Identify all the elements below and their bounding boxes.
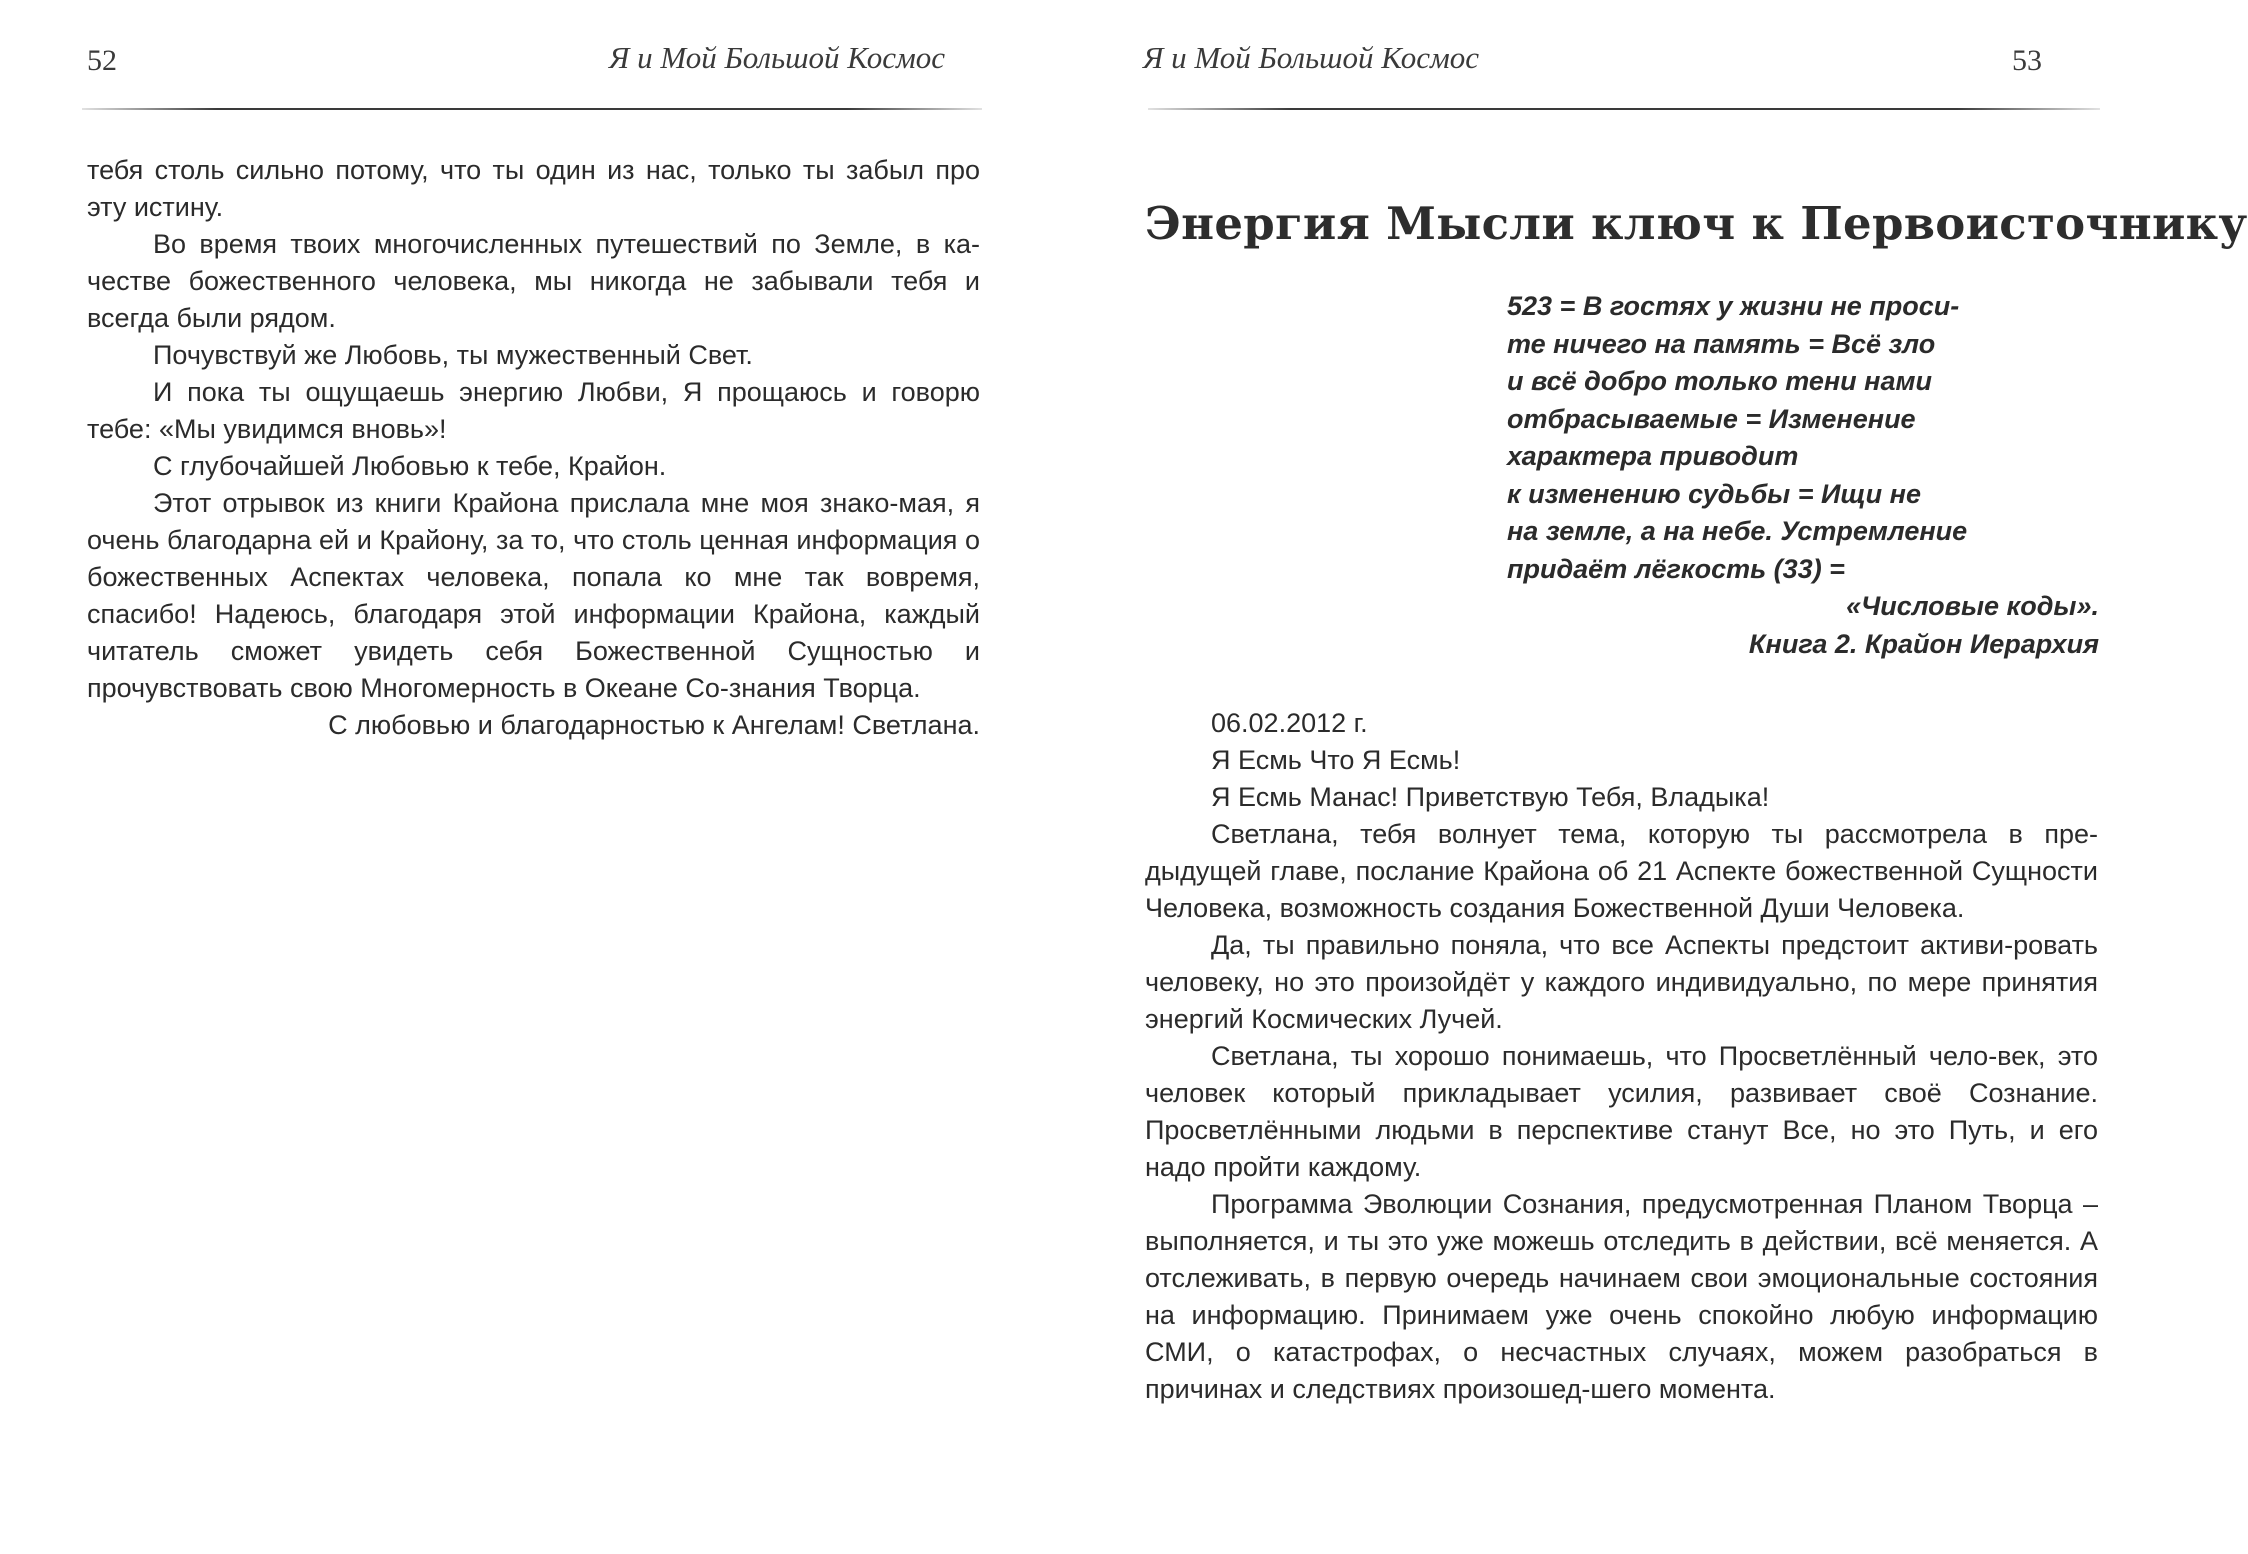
greeting-line: Я Есмь Что Я Есмь! bbox=[1211, 745, 1461, 775]
right-page bbox=[1056, 0, 2248, 1554]
greeting-line: Я Есмь Манас! Приветствую Тебя, Владыка! bbox=[1211, 782, 1770, 812]
right-header-rule bbox=[1148, 108, 2100, 110]
paragraph: тебя столь сильно потому, что ты один из нас, только ты забыл про эту истину. bbox=[87, 155, 980, 222]
epigraph-line: придаёт лёгкость (33) = bbox=[1507, 553, 1845, 584]
epigraph-line: и всё добро только тени нами bbox=[1507, 366, 1932, 396]
paragraph: Почувствуй же Любовь, ты мужественный Свет. bbox=[153, 340, 753, 370]
paragraph: Да, ты правильно поняла, что все Аспекты предстоит активи-ровать человеку, но это произойдёт у каждого индивидуально, по мере принятия энергий Космических Лучей. bbox=[1145, 930, 2098, 1034]
paragraph: Светлана, тебя волнует тема, которую ты рассмотрела в пре-дыдущей главе, послание Крайона об 21 Аспекте божественной Сущности Человека, возможность создания Божественной Души Человека. bbox=[1145, 819, 2098, 923]
paragraph: С глубочайшей Любовью к тебе, Крайон. bbox=[153, 451, 667, 481]
left-header-rule bbox=[82, 108, 982, 110]
epigraph-line: на земле, а на небе. Устремление bbox=[1507, 516, 1968, 546]
epigraph-line: отбрасываемые = Изменение bbox=[1507, 403, 1916, 434]
left-body-text bbox=[87, 152, 980, 744]
paragraph: Программа Эволюции Сознания, предусмотренная Планом Творца – выполняется, и ты это уже можешь отследить в действии, всё меняется. А отслеживать, в первую очередь начинаем свои эмоциональные состояния на информацию. Принимаем уже очень спокойно любую информацию СМИ, о катастрофах, о несчастных случаях, можем разобраться в причинах и следствиях произошед-шего момента. bbox=[1145, 1189, 2098, 1404]
signature-line: С любовью и благодарностью к Ангелам! Светлана. bbox=[328, 710, 980, 740]
right-running-head: Я и Мой Большой Космос bbox=[1143, 40, 1480, 75]
epigraph-source-book: Книга 2. Крайон Иерархия bbox=[1748, 628, 2099, 659]
left-running-head: Я и Мой Большой Космос bbox=[609, 40, 946, 75]
epigraph-line: 523 = В гостях у жизни не проси- bbox=[1507, 291, 1960, 321]
entry-date: 06.02.2012 г. bbox=[1211, 708, 1368, 738]
paragraph: Во время твоих многочисленных путешествий по Земле, в ка-честве божественного человека, мы никогда не забывали тебя и всегда были рядом. bbox=[87, 229, 980, 333]
left-page bbox=[0, 0, 1056, 1554]
epigraph-line: к изменению судьбы = Ищи не bbox=[1507, 478, 1921, 509]
left-page-number: 52 bbox=[87, 44, 117, 77]
paragraph: И пока ты ощущаешь энергию Любви, Я прощаюсь и говорю тебе: «Мы увидимся вновь»! bbox=[87, 377, 980, 444]
paragraph: Светлана, ты хорошо понимаешь, что Просветлённый чело-век, это человек который прикладывает усилия, развивает своё Сознание. Просветлёнными людьми в перспективе станут Все, но это Путь, и его надо пройти каждому. bbox=[1145, 1041, 2098, 1182]
chapter-title: Энергия Мысли ключ к Первоисточнику bbox=[1145, 197, 2248, 250]
epigraph bbox=[1507, 288, 2099, 663]
right-body-text bbox=[1145, 705, 2098, 1408]
right-page-number: 53 bbox=[2012, 44, 2042, 77]
epigraph-source-title: «Числовые коды». bbox=[1846, 591, 2099, 621]
epigraph-line: те ничего на память = Всё зло bbox=[1507, 328, 1936, 359]
paragraph: Этот отрывок из книги Крайона прислала мне моя знако-мая, я очень благодарна ей и Крайону, за то, что столь ценная информация о божественных Аспектах человека, попала ко мне так вовремя, спасибо! Надеюсь, благодаря этой информации Крайона, каждый читатель сможет увидеть себя Божественной Сущностью и прочувствовать свою Многомерность в Океане Со-знания Творца. bbox=[87, 488, 980, 703]
epigraph-line: характера приводит bbox=[1507, 441, 1799, 471]
